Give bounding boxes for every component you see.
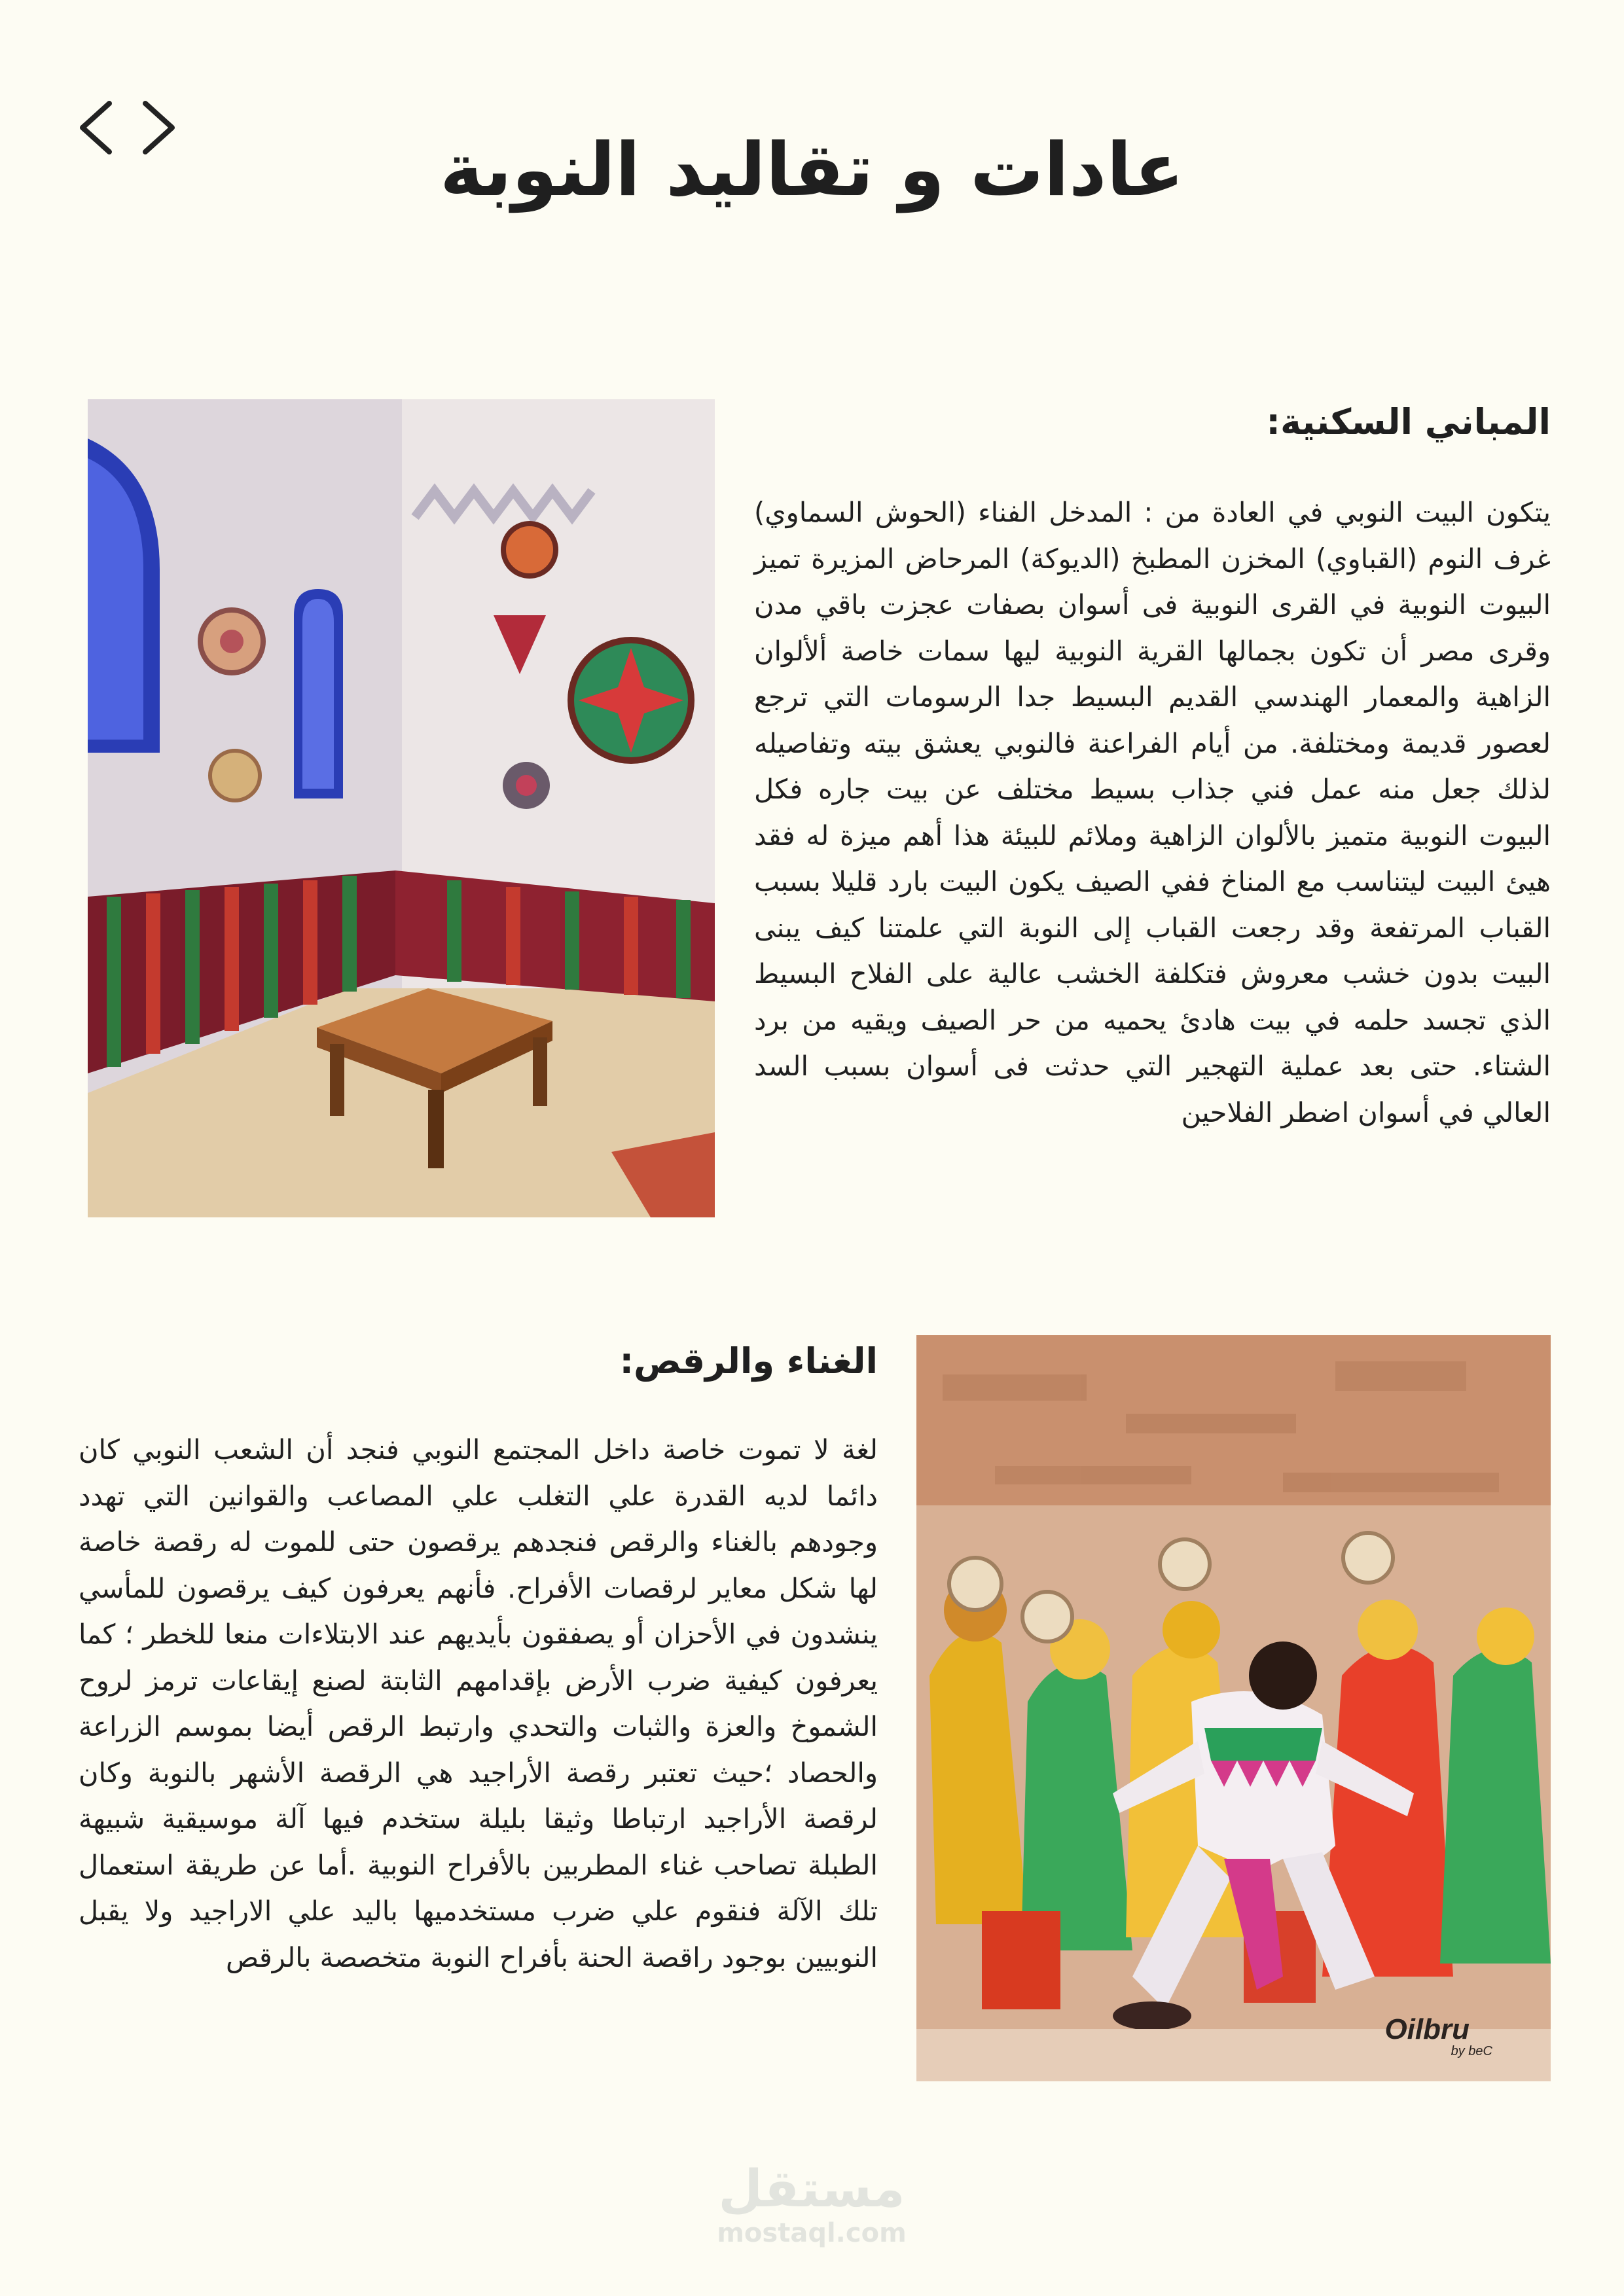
chevron-right-icon[interactable] [135,98,181,157]
section-heading-housing: المباني السكنية: [1266,401,1551,442]
section-heading-dance: الغناء والرقص: [619,1340,878,1382]
watermark-logo: مستقل [718,2160,905,2219]
page-title: عادات و تقاليد النوبة [439,128,1185,213]
page-navigation [73,98,178,157]
artist-signature: Oilbru [1384,2013,1470,2045]
section-body-dance: لغة لا تموت خاصة داخل المجتمع النوبي فنجد أن الشعب النوبي كان دائما لديه القدرة علي التغلب علي المصاعب والقوانين التي تهدد وجودهم بالغناء والرقص فنجدهم يرقصون حتى للموت له رقصة خاصة لها شكل معاير لرقصات الأفراح. فأنهم يعرفون كيف يرقصون للمأسي ينشدون في الأحزان أو يصفقون بأيديهم عند الابتلاءات منعا للخطر ؛ كما يعرفون كيفية ضرب الأرض بإقدامهم الثابتة لصنع إيقاعات ترمز لروح الشموخ والعزة والثبات والتحدي وارتبط الرقص أيضا بموسم الزراعة والحصاد ؛حيث تعتبر رقصة الأراجيد هي الرقصة الأشهر بالنوبة وكان لرقصة الأراجيد ارتباطا وثيقا بليلة ستخدم فيها آلة موسيقية شبيهة الطبلة تصاحب غناء المطربين بالأفراح النوبية .أما عن طريقة استعمال تلك الآلة فنقوم علي ضرب مستخدميها باليد علي الاراجيد ولا يقبل النوبيين بوجود راقصة الحنة بأفراح النوبة متخصصة بالرقص [79,1433,878,1973]
nubian-room-image [88,399,715,1217]
chevron-left-icon[interactable] [73,98,119,157]
section-body-housing: يتكون البيت النوبي في العادة من : المدخل الفناء (الحوش السماوي) غرف النوم (القباوي) المخزن المطبخ (الديوكة) المرحاض المزيرة تميز البيوت النوبية في القرى النوبية فى أسوان بصفات عجزت باقي مدن وقرى مصر أن تكون بجمالها القرية النوبية ليها سمات خاصة ألألوان الزاهية والمعمار الهندسي القديم البسيط جدا الرسومات التي ترجع لعصور قديمة ومختلفة. من أيام الفراعنة فالنوبي يعشق بيته وتفاصيله لذلك جعل منه عمل فني جذاب بسيط مختلف عن بيت جاره فكل البيوت النوبية متميز بالألوان الزاهية وملائم للبيئة هذا أهم ميزة له فقد هيئ البيت ليتناسب مع المناخ ففي الصيف يكون البيت بارد قليلا بسبب القباب المرتفعة وقد رجعت القباب إلى النوبة التي علمتنا كيف يبنى البيت بدون خشب معروش فتكلفة الخشب عالية على الفلاح البسيط الذي تجسد حلمه في بيت هادئ يحميه من حر الصيف ويقيه من برد الشتاء. حتى بعد عملية التهجير التي حدثت فى أسوان بسبب السد العالي في أسوان اضطر الفلاحين [754,496,1551,1128]
watermark [713,2160,910,2248]
nubian-dancers-image [916,1335,1551,2081]
artist-byline: by beC [1451,2044,1492,2058]
watermark-url: mostaql.com [717,2218,907,2248]
